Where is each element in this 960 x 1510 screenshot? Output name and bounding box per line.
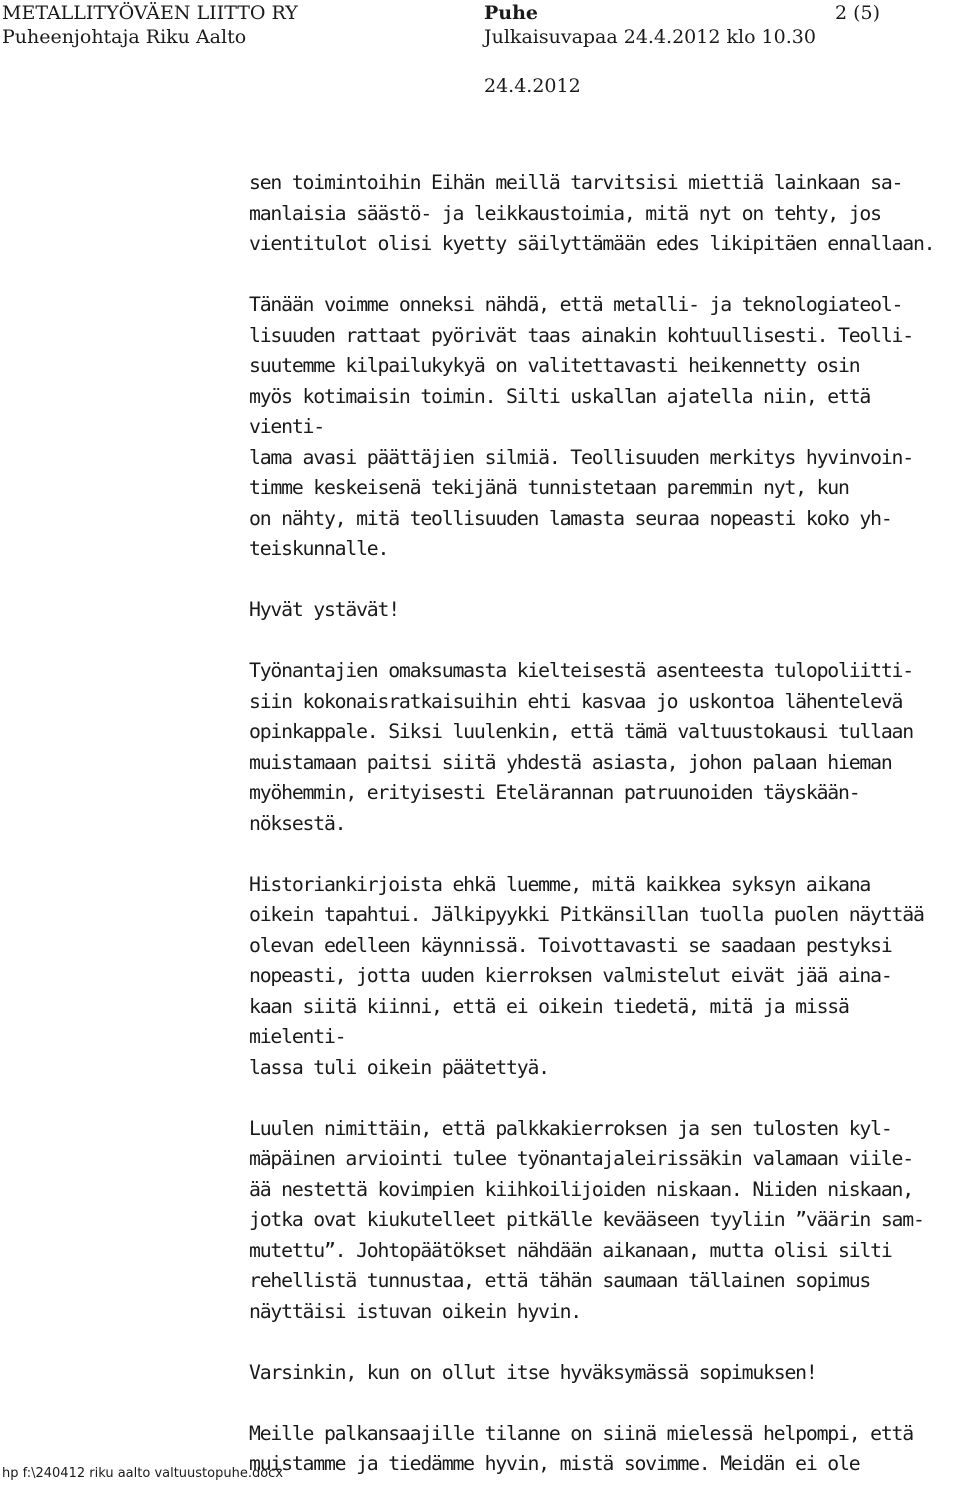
paragraph: Hyvät ystävät! [249, 598, 399, 621]
paragraph: Varsinkin, kun on ollut itse hyväksymässä sopimuksen! [249, 1360, 817, 1384]
speaker-name: Puheenjohtaja Riku Aalto [2, 26, 247, 48]
document-date: 24.4.2012 [484, 75, 581, 97]
paragraph: sen toimintoihin Eihän meillä tarvitsisi miettiä lainkaan sa- manlaisia säästö- ja leikkaustoimia, mitä nyt on tehty, jos vientitulot olisi kyetty säilyttämään edes likipitäen ennallaan. [249, 171, 935, 255]
paragraph: Luulen nimittäin, että palkkakierroksen ja sen tulosten kyl- mäpäinen arviointi tulee työnantajaleirissäkin valamaan viile- ää nestettä kovimpien kiihkoilijoiden niskaan. Niiden niskaan, jotka ovat kiukutelleet pitkälle kevääseen tyyliin ”väärin sam- mutettu”. Johtopäätökset nähdään aikanaan, mutta olisi silti rehellistä tunnustaa, että tähän saumaan tällainen sopimus näyttäisi istuvan oikein hyvin. [249, 1116, 924, 1323]
document-type: Puhe [484, 2, 539, 24]
organization-name: METALLITYÖVÄEN LIITTO RY [2, 2, 298, 24]
page-number: 2 (5) [834, 2, 880, 24]
paragraph: Meille palkansaajille tilanne on siinä mielessä helpompi, että muistamme ja tiedämme hyvin, mistä sovimme. Meidän ei ole [249, 1421, 913, 1475]
paragraph: Historiankirjoista ehkä luemme, mitä kaikkea syksyn aikana oikein tapahtui. Jälkipyykki Pitkänsillan tuolla puolen näyttää olevan edelleen käynnissä. Toivottavasti se saadaan pestyksi nopeasti, jotta uuden kierroksen valmistelut eivät jää aina- kaan siitä kiinni, että ei oikein tiedetä, mitä ja missä mielenti- lassa tuli oikein päätettyä. [249, 872, 924, 1079]
page-header [0, 0, 960, 97]
speech-body [249, 168, 949, 1510]
file-path-footer: hp f:\240412 riku aalto valtuustopuhe.docx [2, 1466, 284, 1481]
release-time: Julkaisuvapaa 24.4.2012 klo 10.30 [484, 26, 816, 48]
paragraph: Tänään voimme onneksi nähdä, että metalli- ja teknologiateol- lisuuden rattaat pyörivät taas ainakin kohtuullisesti. Teolli- suutemme kilpailukykyä on valitettavasti heikennetty osin myös kotimaisin toimin. Silti uskallan ajatella niin, että vienti- lama avasi päättäjien silmiä. Teollisuuden merkitys hyvinvoin- timme keskeisenä tekijänä tunnistetaan paremmin nyt, kun on nähty, mitä teollisuuden lamasta seuraa nopeasti koko yh- teiskunnalle. [249, 293, 913, 560]
paragraph: Työnantajien omaksumasta kielteisestä asenteesta tulopoliitti- siin kokonaisratkaisuihin ehti kasvaa jo uskontoa lähentelevä opinkappale. Siksi luulenkin, että tämä valtuustokausi tullaan muistamaan paitsi siitä yhdestä asiasta, johon palaan hieman myöhemmin, erityisesti Etelärannan patruunoiden täyskään- nöksestä. [249, 659, 913, 835]
